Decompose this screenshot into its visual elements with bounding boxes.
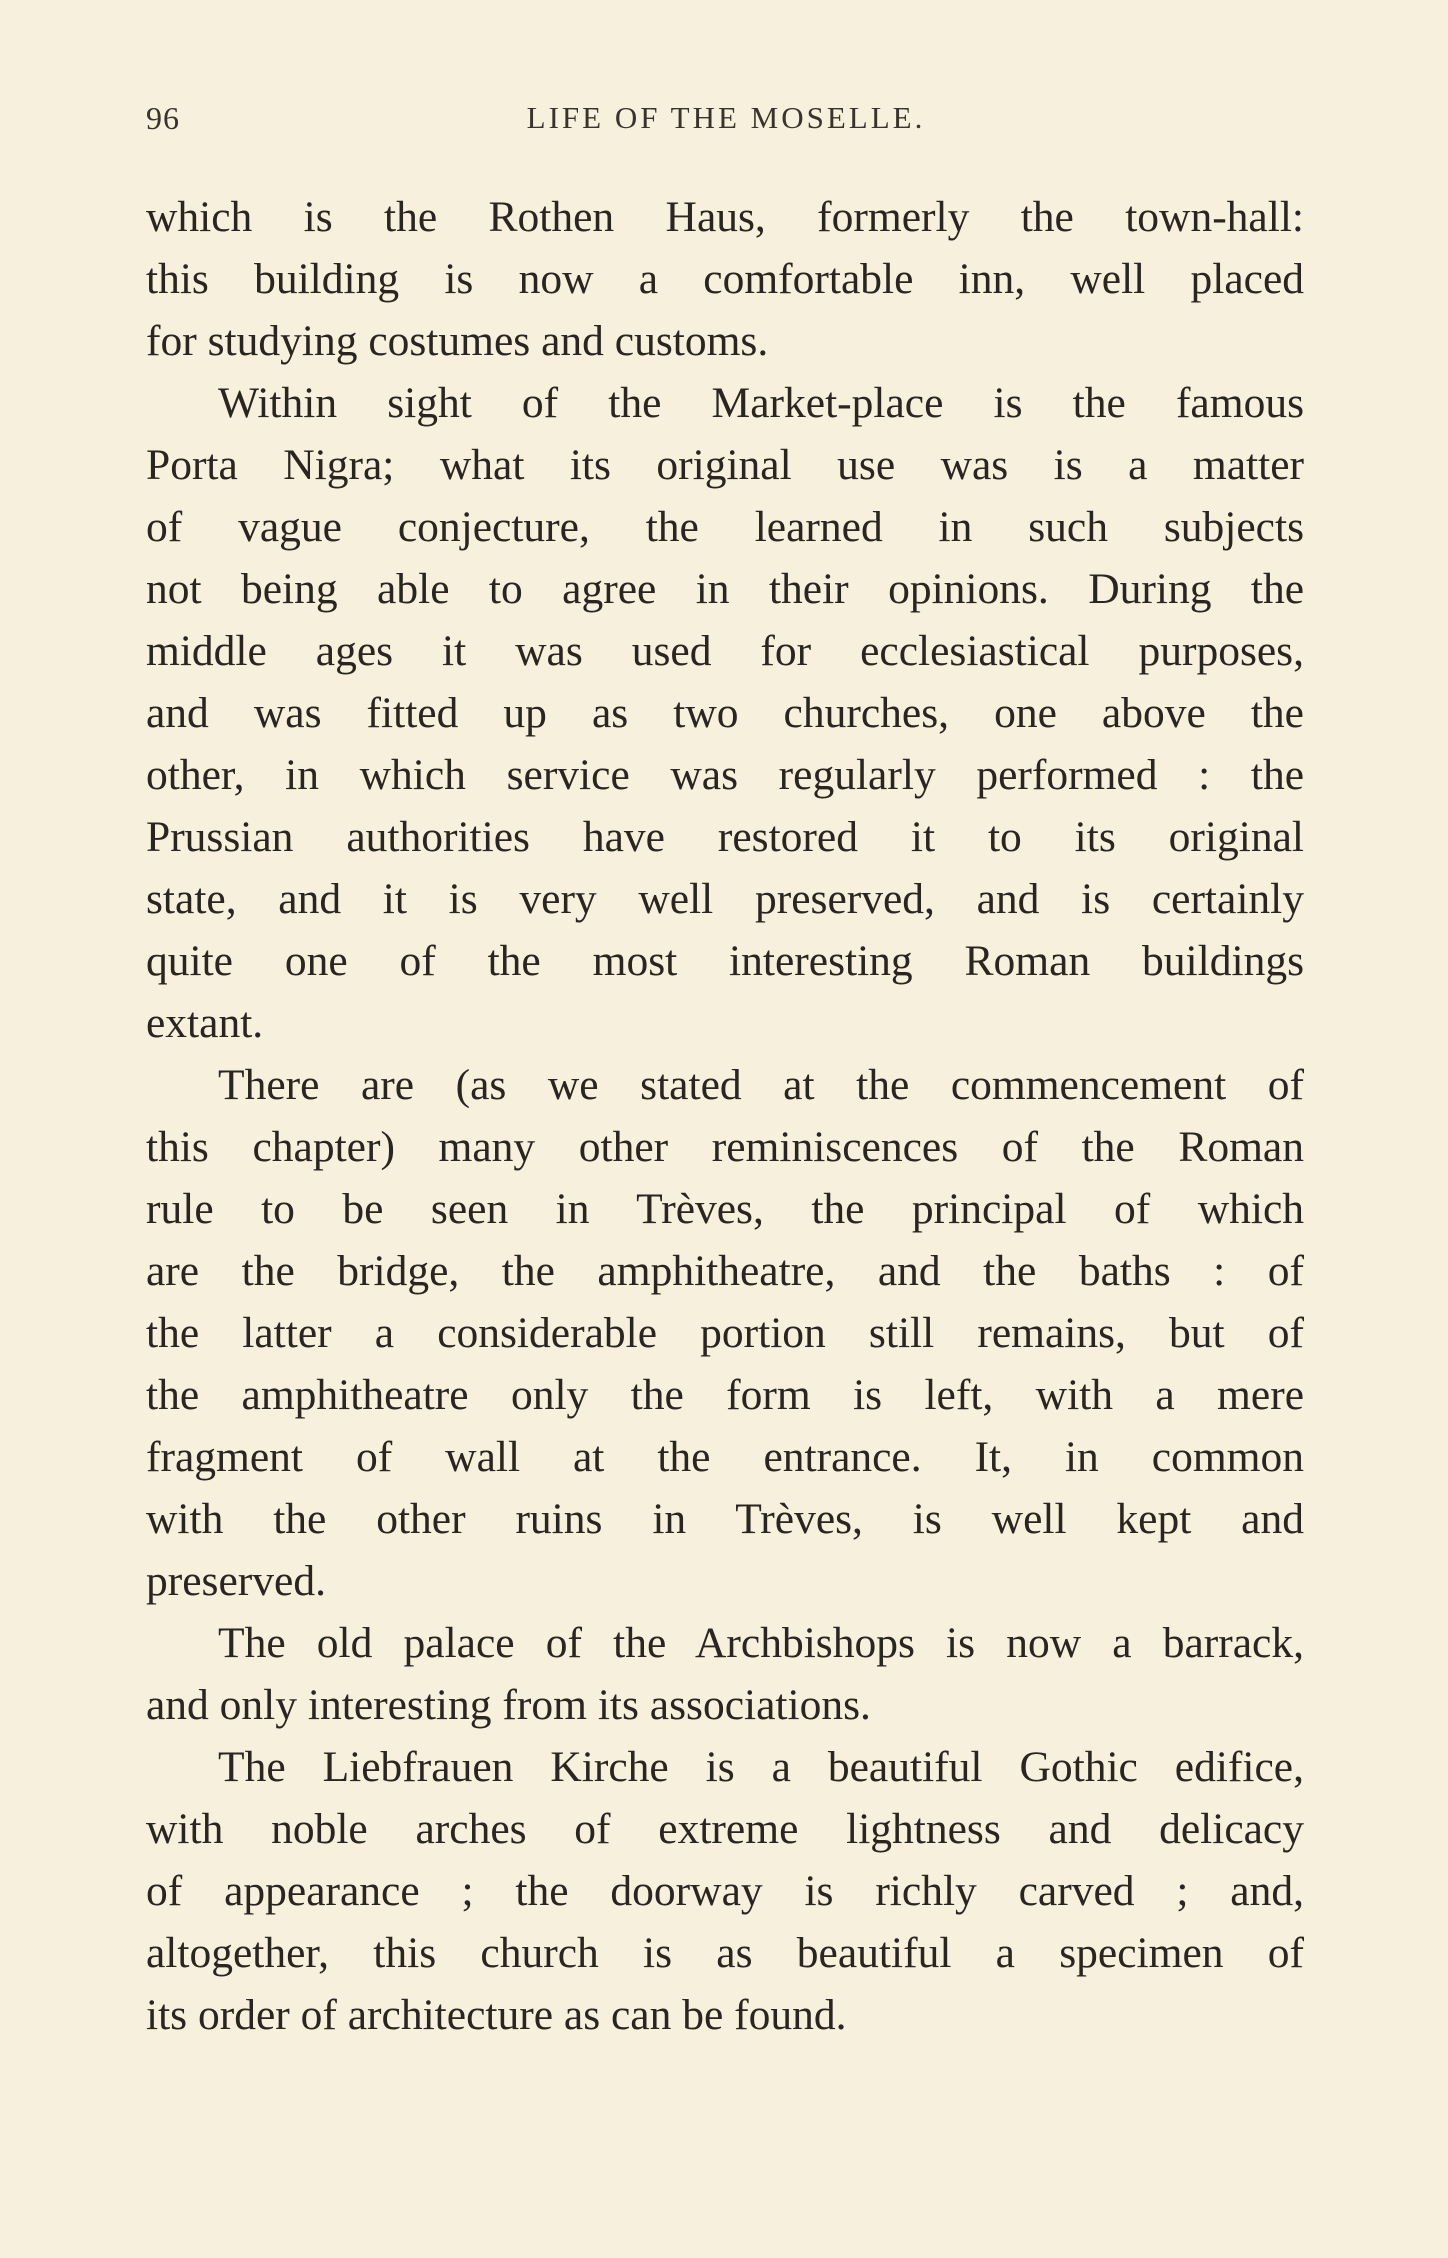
text-line: not being able to agree in their opinions. During the [146, 565, 1304, 613]
text-line: other, in which service was regularly performed : the [146, 751, 1304, 799]
text-line: rule to be seen in Trèves, the principal of which [146, 1185, 1304, 1233]
text-line: for studying costumes and customs. [146, 317, 769, 365]
text-line: There are (as we stated at the commencement of [218, 1061, 1304, 1109]
text-line: its order of architecture as can be found. [146, 1991, 847, 2039]
paragraph-rothen-haus [146, 186, 1304, 372]
text-line: The Liebfrauen Kirche is a beautiful Gothic edifice, [218, 1743, 1304, 1791]
paragraph-archbishops-palace [146, 1612, 1304, 1736]
text-line: the latter a considerable portion still remains, but of [146, 1309, 1304, 1357]
text-line: Within sight of the Market-place is the famous [218, 379, 1304, 427]
text-line: The old palace of the Archbishops is now a barrack, [218, 1619, 1304, 1667]
text-line: this building is now a comfortable inn, well placed [146, 255, 1304, 303]
text-line: are the bridge, the amphitheatre, and the baths : of [146, 1247, 1304, 1295]
text-line: the amphitheatre only the form is left, with a mere [146, 1371, 1304, 1419]
text-line: this chapter) many other reminiscences of the Roman [146, 1123, 1304, 1171]
text-line: quite one of the most interesting Roman buildings [146, 937, 1304, 985]
body-text [146, 186, 1304, 2046]
text-line: state, and it is very well preserved, and is certainly [146, 875, 1304, 923]
text-line: which is the Rothen Haus, formerly the town-hall: [146, 193, 1304, 241]
text-line: extant. [146, 999, 264, 1047]
paragraph-porta-nigra [146, 372, 1304, 1054]
text-line: with the other ruins in Trèves, is well kept and [146, 1495, 1304, 1543]
page-number: 96 [146, 100, 180, 136]
text-line: of appearance ; the doorway is richly carved ; and, [146, 1867, 1304, 1915]
text-line: with noble arches of extreme lightness and delicacy [146, 1805, 1304, 1853]
text-line: Prussian authorities have restored it to its original [146, 813, 1304, 861]
text-line: middle ages it was used for ecclesiastical purposes, [146, 627, 1304, 675]
text-line: and was fitted up as two churches, one above the [146, 689, 1304, 737]
running-head [146, 100, 1306, 150]
paragraph-roman-remains [146, 1054, 1304, 1612]
paragraph-liebfrauen-kirche [146, 1736, 1304, 2046]
text-line: and only interesting from its associations. [146, 1681, 871, 1729]
running-title: LIFE OF THE MOSELLE. [526, 100, 926, 135]
text-line: Porta Nigra; what its original use was is a matter [146, 441, 1304, 489]
text-line: preserved. [146, 1557, 326, 1605]
text-line: altogether, this church is as beautiful a specimen of [146, 1929, 1304, 1977]
text-line: of vague conjecture, the learned in such subjects [146, 503, 1304, 551]
text-line: fragment of wall at the entrance. It, in common [146, 1433, 1304, 1481]
